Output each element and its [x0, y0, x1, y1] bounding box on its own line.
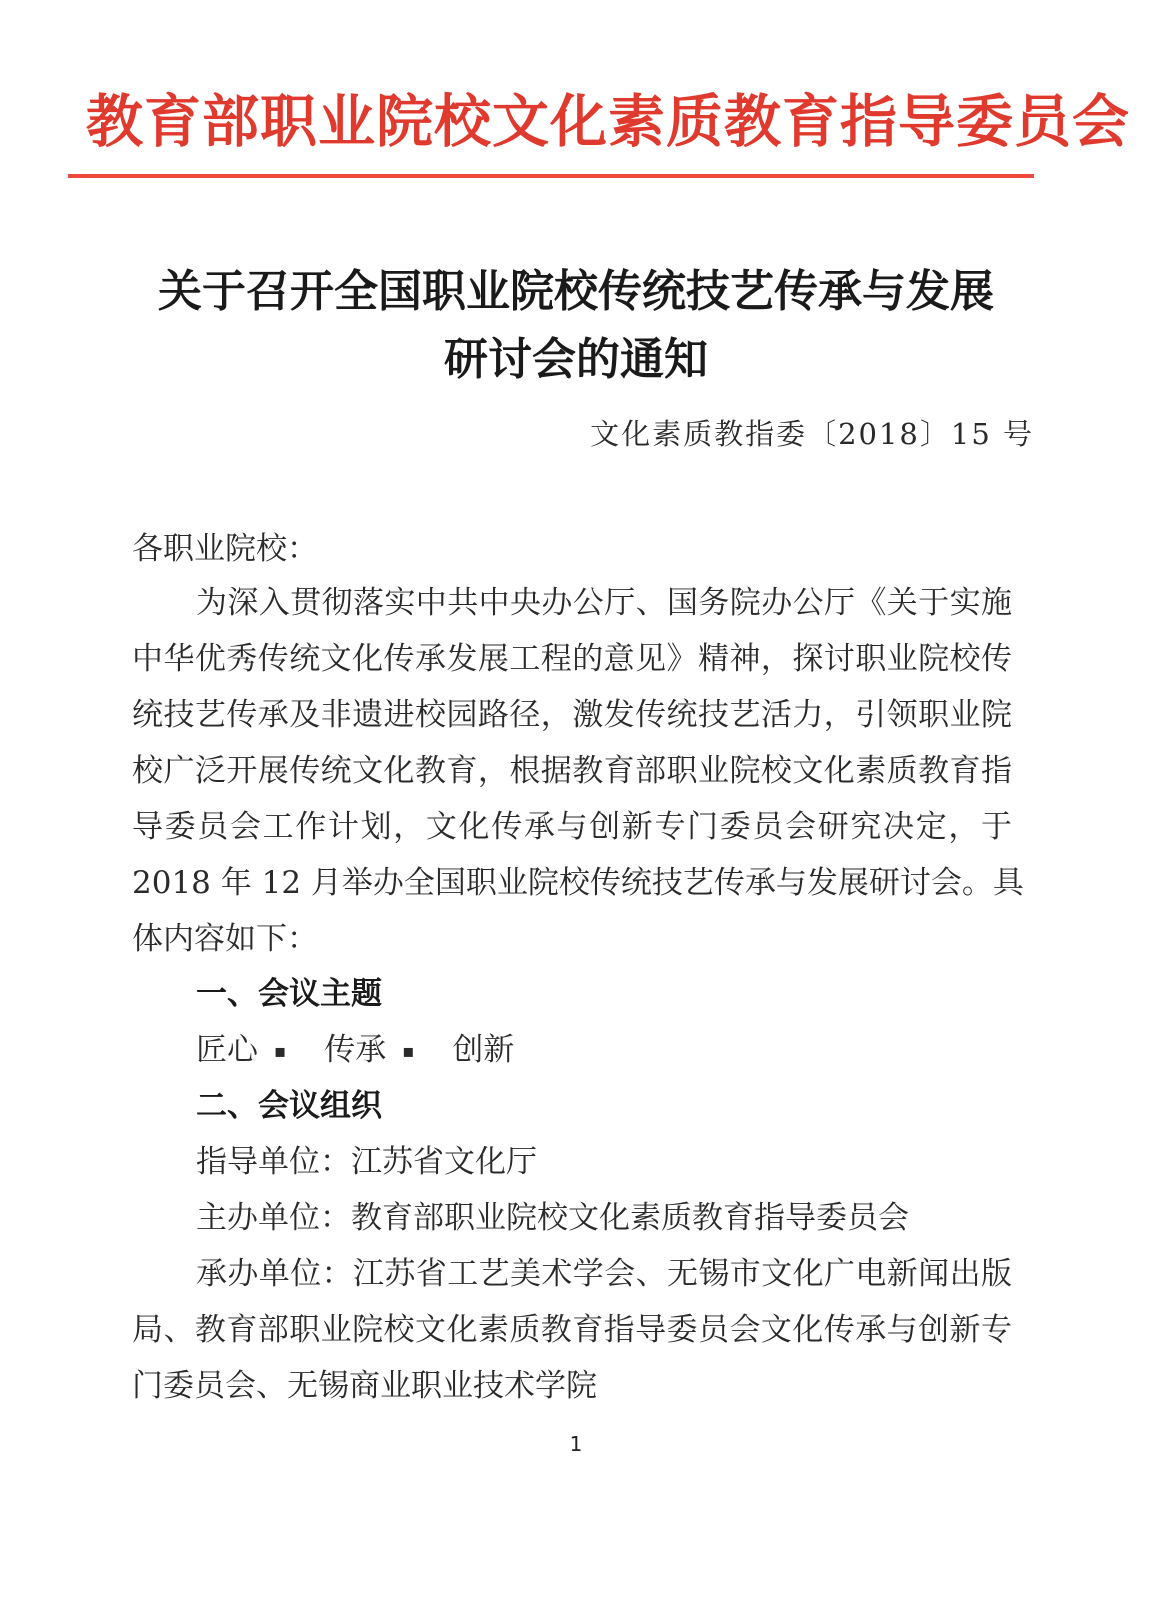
intro-line: 导委员会工作计划，文化传承与创新专门委员会研究决定，于 [132, 809, 1012, 845]
intro-line: 中华优秀传统文化传承发展工程的意见》精神，探讨职业院校传 [132, 641, 1012, 677]
theme-separator: ▪ [274, 1040, 287, 1062]
issuer-letterhead: 教育部职业院校文化素质教育指导委员会 [86, 89, 1130, 155]
intro-line: 为深入贯彻落实中共中央办公厅、国务院办公厅《关于实施 [196, 585, 1012, 621]
theme-separator: ▪ [402, 1040, 415, 1062]
salutation: 各职业院校： [132, 531, 318, 567]
page-number: 1 [569, 1432, 583, 1456]
meeting-theme [196, 1028, 530, 1074]
intro-line: 体内容如下： [132, 921, 318, 957]
document-number: 文化素质教指委〔2018〕15 号 [590, 417, 1034, 451]
theme-item: 匠心 [196, 1032, 258, 1068]
section-heading-theme: 一、会议主题 [196, 976, 382, 1012]
organizer-line: 门委员会、无锡商业职业技术学院 [132, 1368, 597, 1404]
intro-line: 统技艺传承及非遗进校园路径，激发传统技艺活力，引领职业院 [132, 697, 1012, 733]
theme-item: 传承 [324, 1032, 387, 1068]
host-unit: 主办单位：教育部职业院校文化素质教育指导委员会 [196, 1200, 909, 1236]
theme-item: 创新 [452, 1032, 515, 1068]
document-title-line-2: 研讨会的通知 [444, 334, 708, 385]
intro-line: 校广泛开展传统文化教育，根据教育部职业院校文化素质教育指 [132, 753, 1012, 789]
organizer-line: 承办单位：江苏省工艺美术学会、无锡市文化广电新闻出版 [196, 1256, 1012, 1292]
document-title-line-1: 关于召开全国职业院校传统技艺传承与发展 [158, 266, 994, 317]
guiding-unit: 指导单位：江苏省文化厅 [196, 1144, 537, 1180]
intro-line: 2018 年 12 月举办全国职业院校传统技艺传承与发展研讨会。具 [132, 865, 1024, 901]
letterhead-divider [68, 174, 1034, 178]
section-heading-organization: 二、会议组织 [196, 1088, 382, 1124]
organizer-line: 局、教育部职业院校文化素质教育指导委员会文化传承与创新专 [132, 1312, 1012, 1348]
